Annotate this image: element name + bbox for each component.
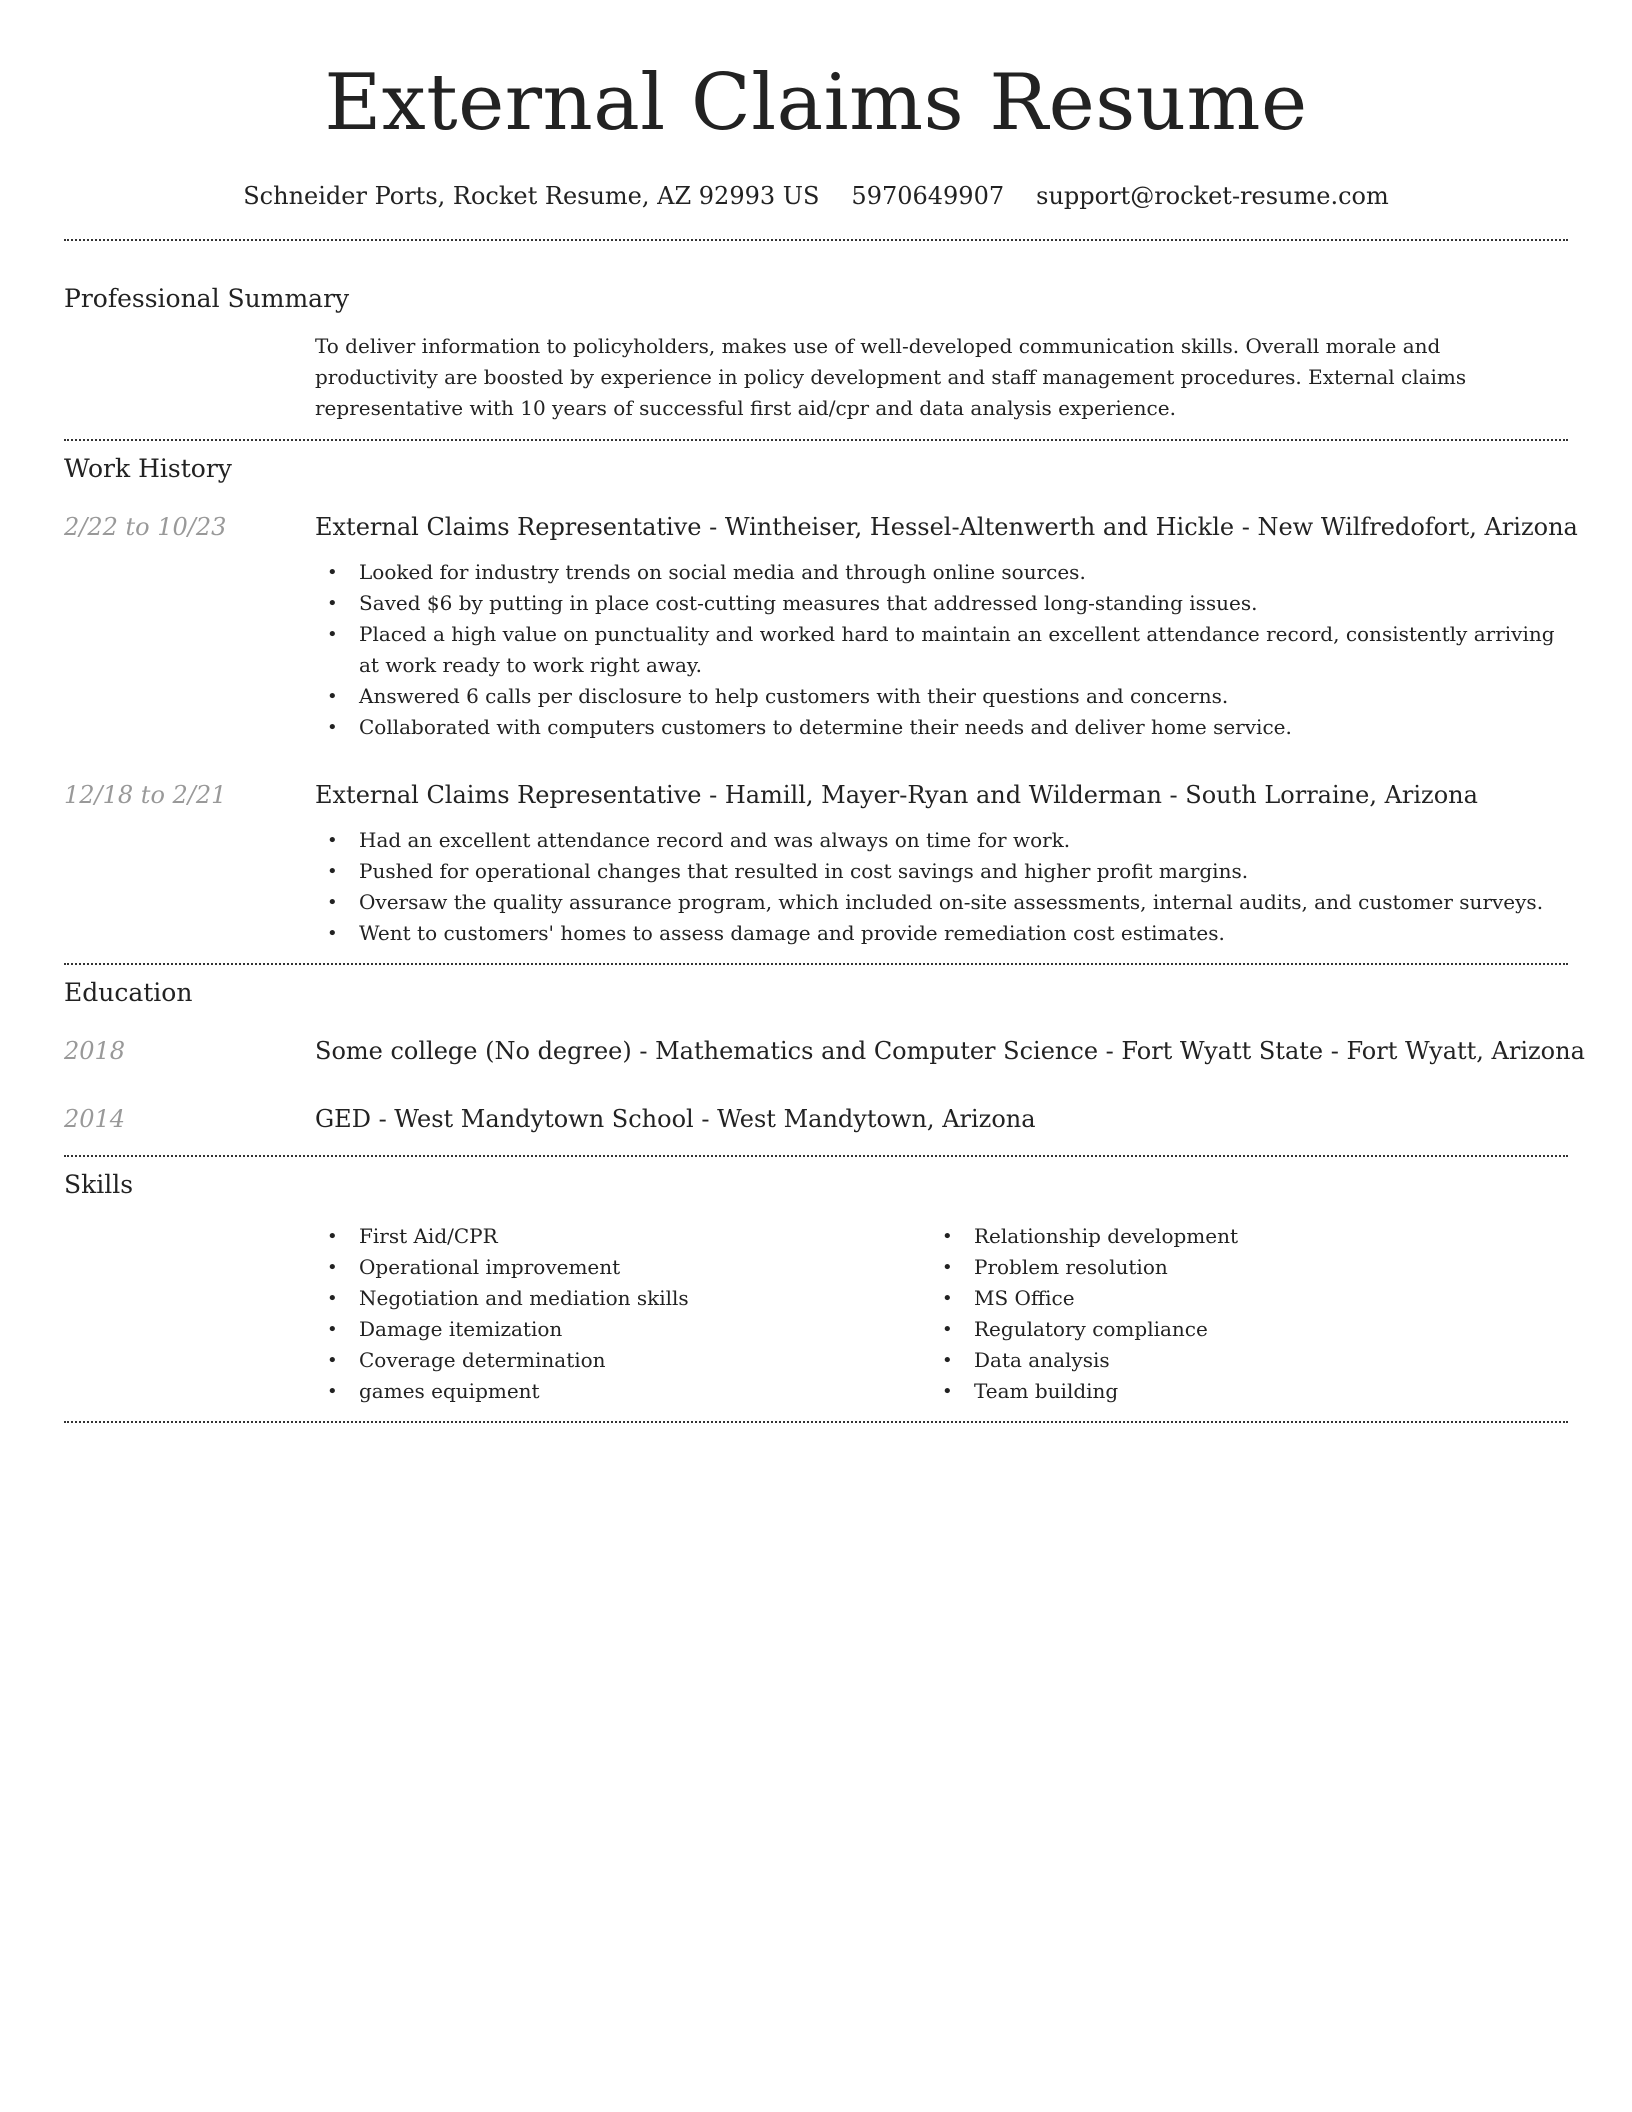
education-school: - Fort Wyatt State - Fort Wyatt, Arizona bbox=[1098, 1037, 1585, 1065]
resume-title: External Claims Resume bbox=[324, 58, 1308, 148]
list-item: • Placed a high value on punctuality and worked hard to maintain an excellent attendance record, consistently arriving at work ready to work right away. bbox=[315, 619, 1578, 681]
education-heading-line bbox=[315, 1033, 1585, 1069]
job-entry bbox=[64, 509, 1578, 743]
education-degree: GED bbox=[315, 1105, 371, 1133]
skills-heading: Skills bbox=[64, 1170, 134, 1199]
header-divider bbox=[64, 239, 1568, 241]
list-item: • Saved $6 by putting in place cost-cutting measures that addressed long-standing issues. bbox=[315, 588, 1578, 619]
job-bullets bbox=[315, 825, 1568, 949]
summary-section bbox=[64, 281, 1568, 424]
job-entry bbox=[64, 777, 1568, 949]
list-item: • MS Office bbox=[930, 1283, 1545, 1314]
list-item: • Data analysis bbox=[930, 1345, 1545, 1376]
job-bullets bbox=[315, 557, 1578, 743]
summary-text: To deliver information to policyholders, makes use of well-developed communication skills. Overall morale and productivity are boosted by experience in policy development and staff management procedures. External claims representative with 10 years of successful first aid/cpr and data analysis experience. bbox=[315, 334, 1467, 420]
education-year: 2018 bbox=[64, 1037, 126, 1065]
job-dates: 12/18 to 2/21 bbox=[64, 781, 227, 809]
work-divider bbox=[64, 963, 1568, 965]
skills-section bbox=[64, 1167, 1568, 1407]
education-school: - West Mandytown School - West Mandytown, Arizona bbox=[370, 1105, 1036, 1133]
list-item: • Relationship development bbox=[930, 1221, 1545, 1252]
list-item: • Collaborated with computers customers to determine their needs and deliver home service. bbox=[315, 712, 1578, 743]
education-year: 2014 bbox=[64, 1105, 126, 1133]
list-item: • Went to customers' homes to assess damage and provide remediation cost estimates. bbox=[315, 918, 1568, 949]
education-body bbox=[315, 1101, 1568, 1137]
education-heading-line bbox=[315, 1101, 1568, 1137]
job-employer: - Hamill, Mayer-Ryan and Wilderman - South Lorraine, Arizona bbox=[701, 781, 1478, 809]
list-item: • First Aid/CPR bbox=[315, 1221, 930, 1252]
skills-list bbox=[315, 1221, 1568, 1407]
job-body bbox=[315, 777, 1568, 949]
job-title: External Claims Representative bbox=[315, 781, 702, 809]
contact-phone: 5970649907 bbox=[851, 182, 1005, 210]
education-section bbox=[64, 975, 1585, 1137]
list-item: • Had an excellent attendance record and was always on time for work. bbox=[315, 825, 1568, 856]
job-heading bbox=[315, 777, 1568, 813]
contact-line bbox=[64, 178, 1568, 214]
job-employer: - Wintheiser, Hessel-Altenwerth and Hickle - New Wilfredofort, Arizona bbox=[701, 513, 1578, 541]
summary-divider bbox=[64, 439, 1568, 441]
resume-page bbox=[64, 0, 1585, 1423]
list-item: • Looked for industry trends on social media and through online sources. bbox=[315, 557, 1578, 588]
skills-column-right bbox=[930, 1221, 1545, 1407]
list-item: • Oversaw the quality assurance program, which included on-site assessments, internal audits, and customer surveys. bbox=[315, 887, 1568, 918]
list-item: • Negotiation and mediation skills bbox=[315, 1283, 930, 1314]
list-item: • Team building bbox=[930, 1376, 1545, 1407]
list-item: • Answered 6 calls per disclosure to help customers with their questions and concerns. bbox=[315, 681, 1578, 712]
education-divider bbox=[64, 1155, 1568, 1157]
job-body bbox=[315, 509, 1578, 743]
list-item: • Pushed for operational changes that resulted in cost savings and higher profit margins. bbox=[315, 856, 1568, 887]
skills-divider bbox=[64, 1421, 1568, 1423]
summary-heading: Professional Summary bbox=[64, 284, 350, 313]
list-item: • Damage itemization bbox=[315, 1314, 930, 1345]
job-heading bbox=[315, 509, 1578, 545]
contact-address: Schneider Ports, Rocket Resume, AZ 92993 US bbox=[243, 182, 820, 210]
job-dates: 2/22 to 10/23 bbox=[64, 513, 227, 541]
list-item: • Regulatory compliance bbox=[930, 1314, 1545, 1345]
list-item: • Operational improvement bbox=[315, 1252, 930, 1283]
work-history-section bbox=[64, 451, 1578, 949]
list-item: • Coverage determination bbox=[315, 1345, 930, 1376]
list-item: • games equipment bbox=[315, 1376, 930, 1407]
work-history-heading: Work History bbox=[64, 454, 232, 483]
education-heading: Education bbox=[64, 978, 193, 1007]
job-title: External Claims Representative bbox=[315, 513, 702, 541]
contact-email: support@rocket-resume.com bbox=[1036, 182, 1389, 210]
education-entry bbox=[64, 1033, 1585, 1069]
list-item: • Problem resolution bbox=[930, 1252, 1545, 1283]
education-body bbox=[315, 1033, 1585, 1069]
education-degree: Some college (No degree) - Mathematics and Computer Science bbox=[315, 1037, 1099, 1065]
education-entry bbox=[64, 1101, 1568, 1137]
skills-column-left bbox=[315, 1221, 930, 1407]
